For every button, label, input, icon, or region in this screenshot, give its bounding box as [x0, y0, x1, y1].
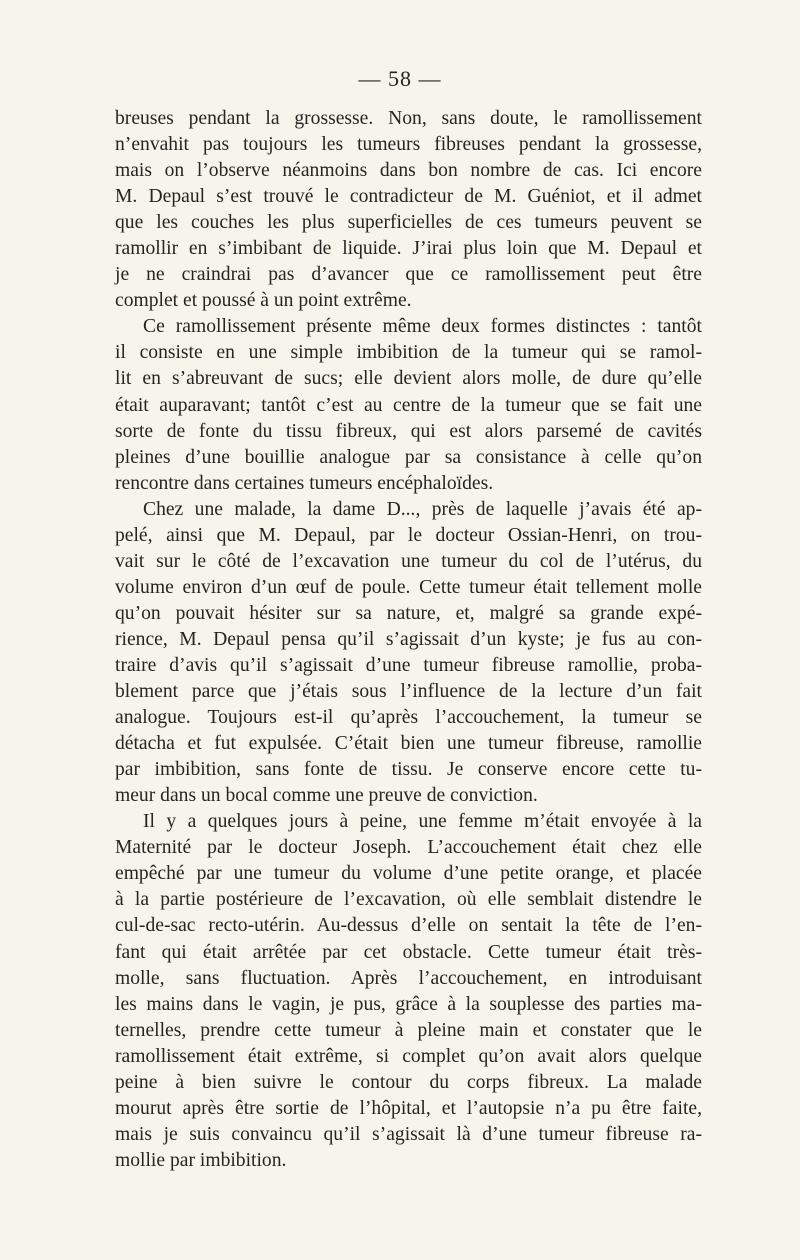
- text-line: rencontre dans certaines tumeurs encéphaloïdes.: [115, 472, 494, 494]
- text-line: pleines d’une bouillie analogue par sa consistance à celle qu’on: [115, 446, 702, 468]
- text-line: était auparavant; tantôt c’est au centre de la tumeur que se fait une: [115, 394, 702, 416]
- text-line: analogue. Toujours est-il qu’après l’accouchement, la tumeur se: [115, 707, 702, 729]
- paragraph: [115, 106, 702, 314]
- paragraph: [115, 314, 702, 496]
- text-line: rience, M. Depaul pensa qu’il s’agissait d’un kyste; je fus au con-: [115, 628, 702, 650]
- text-line: mais je suis convaincu qu’il s’agissait là d’une tumeur fibreuse ra-: [115, 1123, 702, 1145]
- text-line: meur dans un bocal comme une preuve de conviction.: [115, 785, 538, 807]
- text-line: vait sur le côté de l’excavation une tumeur du col de l’utérus, du: [115, 550, 702, 572]
- text-line: mais on l’observe néanmoins dans bon nombre de cas. Ici encore: [115, 160, 702, 182]
- text-line: Ce ramollissement présente même deux formes distinctes : tantôt: [143, 316, 702, 338]
- text-line: Maternité par le docteur Joseph. L’accouchement était chez elle: [115, 837, 702, 859]
- text-line: les mains dans le vagin, je pus, grâce à la souplesse des parties ma-: [115, 993, 702, 1015]
- text-line: n’envahit pas toujours les tumeurs fibreuses pendant la grossesse,: [115, 134, 702, 156]
- paragraph: [115, 809, 702, 1174]
- text-line: M. Depaul s’est trouvé le contradicteur de M. Guéniot, et il admet: [115, 186, 702, 208]
- text-line: je ne craindrai pas d’avancer que ce ramollissement peut être: [115, 264, 702, 286]
- text-line: à la partie postérieure de l’excavation, où elle semblait distendre le: [115, 889, 702, 911]
- text-line: il consiste en une simple imbibition de la tumeur qui se ramol-: [115, 342, 702, 364]
- text-line: Chez une malade, la dame D..., près de laquelle j’avais été ap-: [143, 498, 702, 520]
- text-line: par imbibition, sans fonte de tissu. Je conserve encore cette tu-: [115, 759, 702, 781]
- text-line: lit en s’abreuvant de sucs; elle devient alors molle, de dure qu’elle: [115, 368, 702, 390]
- text-line: blement parce que j’étais sous l’influence de la lecture d’un fait: [115, 681, 702, 703]
- text-line: sorte de fonte du tissu fibreux, qui est alors parsemé de cavités: [115, 420, 702, 442]
- text-line: breuses pendant la grossesse. Non, sans doute, le ramollissement: [115, 108, 702, 129]
- text-line: mollie par imbibition.: [115, 1149, 287, 1171]
- text-line: ramollissement était extrême, si complet qu’on avait alors quelque: [115, 1045, 702, 1067]
- text-line: que les couches les plus superficielles de ces tumeurs peuvent se: [115, 212, 702, 234]
- text-line: cul-de-sac recto-utérin. Au-dessus d’elle on sentait la tête de l’en-: [115, 915, 702, 937]
- body-text: [115, 106, 702, 1174]
- text-line: complet et poussé à un point extrême.: [115, 290, 412, 312]
- text-line: peine à bien suivre le contour du corps fibreux. La malade: [115, 1071, 702, 1093]
- text-line: ramollir en s’imbibant de liquide. J’irai plus loin que M. Depaul et: [115, 238, 702, 260]
- text-line: pelé, ainsi que M. Depaul, par le docteur Ossian-Henri, on trou-: [115, 524, 702, 546]
- text-line: traire d’avis qu’il s’agissait d’une tumeur fibreuse ramollie, proba-: [115, 654, 702, 676]
- page-number: — 58 —: [358, 66, 442, 91]
- text-line: Il y a quelques jours à peine, une femme m’était envoyée à la: [143, 811, 702, 833]
- text-line: qu’on pouvait hésiter sur sa nature, et, malgré sa grande expé-: [115, 602, 702, 624]
- text-line: ternelles, prendre cette tumeur à pleine main et constater que le: [115, 1019, 702, 1041]
- text-line: empêché par une tumeur du volume d’une petite orange, et placée: [115, 863, 702, 885]
- text-line: détacha et fut expulsée. C’était bien une tumeur fibreuse, ramollie: [115, 733, 702, 755]
- text-line: fant qui était arrêtée par cet obstacle. Cette tumeur était très-: [115, 941, 702, 963]
- paragraph: [115, 497, 702, 810]
- text-line: mourut après être sortie de l’hôpital, et l’autopsie n’a pu être faite,: [115, 1097, 702, 1119]
- text-line: molle, sans fluctuation. Après l’accouchement, en introduisant: [115, 967, 702, 989]
- text-line: volume environ d’un œuf de poule. Cette tumeur était tellement molle: [115, 576, 702, 598]
